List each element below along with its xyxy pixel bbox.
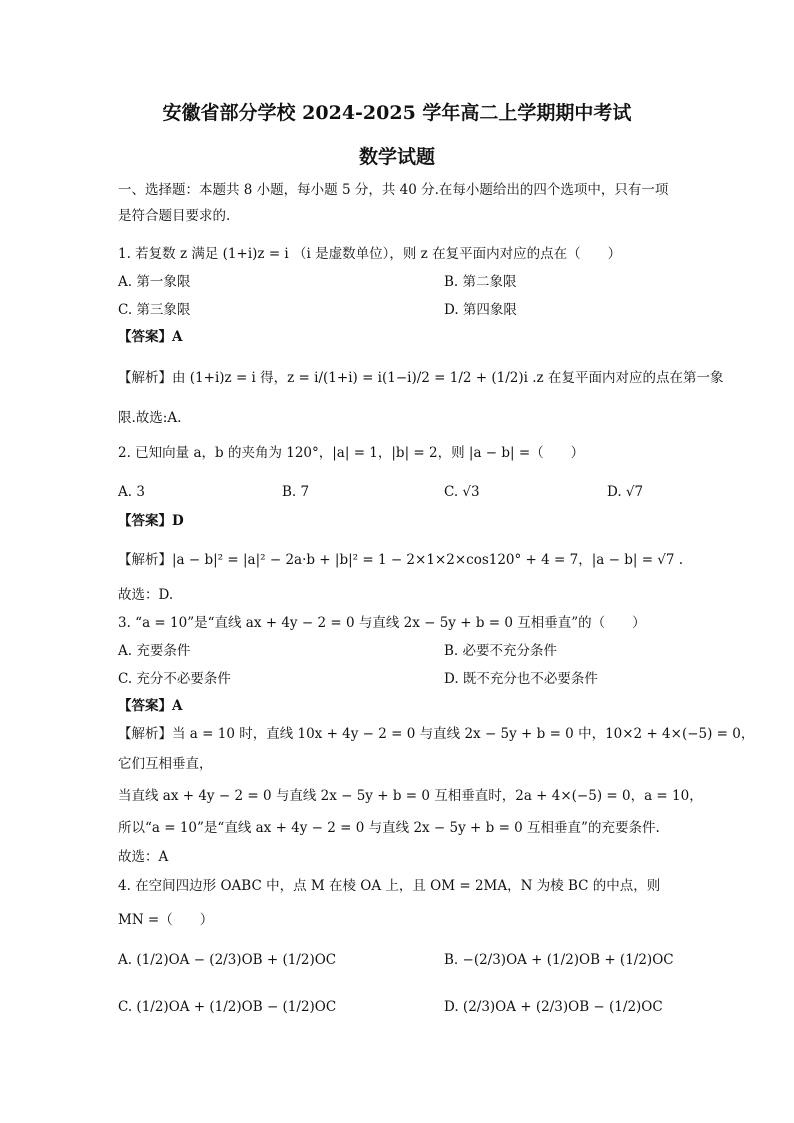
question-3-analysis-cont3: 所以“a = 10”是“直线 ax + 4y − 2 = 0 与直线 2x − 5y + b = 0 互相垂直”的充要条件. [118, 820, 660, 836]
question-3-option-d: D. 既不充分也不必要条件 [444, 671, 598, 687]
question-3-analysis-cont2: 当直线 ax + 4y − 2 = 0 与直线 2x − 5y + b = 0 互相垂直时，2a + 4×(−5) = 0，a = 10， [118, 788, 703, 804]
question-1-option-b: B. 第二象限 [444, 274, 517, 290]
question-2-analysis-cont: 故选：D. [118, 587, 174, 603]
question-1-analysis-cont: 限.故选:A. [118, 410, 182, 426]
question-3-answer: 【答案】A [118, 698, 183, 714]
question-1-option-c: C. 第三象限 [118, 302, 191, 318]
question-4-option-a: A. (1/2)OA − (2/3)OB + (1/2)OC [118, 952, 337, 968]
question-2-option-d: D. √7 [607, 484, 644, 500]
question-2-stem: 2. 已知向量 a，b 的夹角为 120°，|a| = 1，|b| = 2，则 |a − b| =（ ） [118, 445, 585, 461]
question-1-option-a: A. 第一象限 [118, 274, 191, 290]
exam-title: 安徽省部分学校 2024-2025 学年高二上学期期中考试 [162, 102, 632, 124]
section-intro: 一、选择题：本题共 8 小题，每小题 5 分，共 40 分.在每小题给出的四个选项中，只有一项 [118, 182, 669, 198]
question-3-stem: 3. “a = 10”是“直线 ax + 4y − 2 = 0 与直线 2x − 5y + b = 0 互相垂直”的（ ） [118, 615, 646, 631]
question-4-option-d: D. (2/3)OA + (2/3)OB − (1/2)OC [444, 999, 663, 1015]
question-1-answer: 【答案】A [118, 329, 183, 345]
question-1-option-d: D. 第四象限 [444, 302, 517, 318]
question-1-stem: 1. 若复数 z 满足 (1+i)z = i （i 是虚数单位），则 z 在复平面内对应的点在（ ） [118, 246, 622, 262]
question-2-option-b: B. 7 [282, 484, 310, 500]
question-4-stem-cont: MN =（ ） [118, 912, 214, 928]
section-intro-cont: 是符合题目要求的. [118, 208, 231, 224]
question-3-option-c: C. 充分不必要条件 [118, 671, 231, 687]
question-1-analysis: 【解析】由 (1+i)z = i 得，z = i/(1+i) = i(1−i)/2 = 1/2 + (1/2)i .z 在复平面内对应的点在第一象 [118, 370, 724, 386]
question-3-option-a: A. 充要条件 [118, 643, 191, 659]
question-4-stem: 4. 在空间四边形 OABC 中，点 M 在棱 OA 上，且 OM = 2MA，N 为棱 BC 的中点，则 [118, 878, 661, 894]
question-4-option-b: B. −(2/3)OA + (1/2)OB + (1/2)OC [444, 952, 674, 968]
question-2-option-c: C. √3 [444, 484, 480, 500]
question-4-option-c: C. (1/2)OA + (1/2)OB − (1/2)OC [118, 999, 337, 1015]
exam-subtitle: 数学试题 [358, 146, 435, 168]
question-2-analysis: 【解析】|a − b|² = |a|² − 2a·b + |b|² = 1 − 2×1×2×cos120° + 4 = 7，|a − b| = √7 . [118, 552, 684, 568]
question-2-option-a: A. 3 [118, 484, 145, 500]
question-3-option-b: B. 必要不充分条件 [444, 643, 558, 659]
question-3-analysis: 【解析】当 a = 10 时，直线 10x + 4y − 2 = 0 与直线 2x − 5y + b = 0 中，10×2 + 4×(−5) = 0， [118, 726, 755, 742]
question-3-analysis-cont: 它们互相垂直， [118, 756, 213, 772]
question-2-answer: 【答案】D [118, 513, 184, 529]
question-3-analysis-cont4: 故选：A [118, 849, 169, 865]
